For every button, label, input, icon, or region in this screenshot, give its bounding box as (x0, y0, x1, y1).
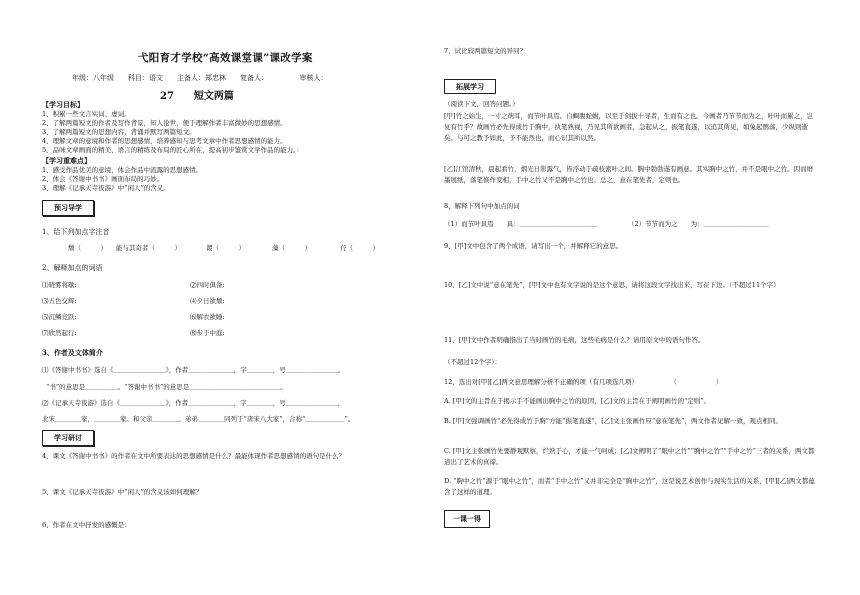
question-8-a: （1）而节叶具焉 具：＿＿＿＿＿＿＿＿＿＿＿＿ (444, 220, 598, 228)
question-11-note: （不超过12个字）： (444, 358, 502, 366)
pinyin-blank: 藻（ ） (272, 244, 311, 252)
word-item: ⑺欣然起行: (42, 329, 77, 337)
lesson-title: 27 短文两篇 (160, 91, 234, 102)
author-line: 北宋＿＿＿＿家，＿＿＿＿家。和父亲＿＿＿＿、弟弟＿＿＿＿同列于“唐宋八大家”，合称“＿＿＿＿＿＿”。 (42, 415, 355, 423)
word-item: ⑻步于中庭: (190, 329, 225, 337)
objective-item: 4、理解文章的意境和作者的思想感情，培养感知与思考文章中作者思想感情的能力。 (42, 137, 287, 145)
question-6: 6、作者在文中抒发的感慨是： (42, 521, 131, 529)
objective-item: 2、了解两篇短文的作者及写作背景，知人论世，便于理解作者丰富微妙的思想感情。 (42, 119, 287, 127)
question-8: 8、解释下列句中加点的词 (444, 202, 520, 210)
question-8-b: （2）节节而为之 为：＿＿＿＿＿＿＿＿＿＿ (628, 220, 769, 228)
option-c: C. [甲]文主张画竹先要静观默察，烂熟于心，才能一气呵成；[乙]文阐明了“眼中之竹”“胸中之竹”“手中之竹”三者的关系，两文都道出了艺术的真谛。 (444, 447, 815, 466)
pinyin-blank: 谡（ ） (206, 244, 245, 252)
pinyin-blank: 荇（ ） (340, 244, 379, 252)
extension-section-label: 拓展学习 (444, 79, 496, 94)
question-12: 12、选出对[甲][乙]两文意思理解分析不正确的项（有几项选几项） （ ） (444, 378, 723, 386)
summary-section-label: 一课一得 (444, 510, 490, 528)
author-line: “书”的意思是＿＿＿＿＿。“答谢中书书”的意思是＿＿＿＿＿＿＿＿＿＿＿＿＿＿。 (46, 383, 287, 391)
study-section-label: 学习研讨 (42, 430, 94, 446)
keypoint-item: 1、感受作品优美的意境，体会作品中流露的思想感情。 (42, 166, 203, 174)
reading-intro: （阅读下文，回答问题。） (444, 100, 519, 108)
word-item: ⑸沉鳞竞跃: (42, 313, 77, 321)
question-10: 10、[乙]文中说“意在笔先”，[甲]文中也有文字说的是这个意思，请将这段文字找出来，写在下边。（不超过11个字） (444, 281, 780, 289)
objective-item: 1、积累一些文言实词、虚词。 (42, 110, 131, 118)
author-line: ⑵《记承天寺夜游》选自《＿＿＿＿＿＿＿》，作者＿＿＿＿＿＿＿，字＿＿＿＿，号＿＿＿＿＿＿＿＿， (42, 399, 345, 407)
objectives-heading: 【学习目标】 (42, 100, 84, 109)
option-b: B. [甲]文强调画竹“必先得成竹于胸”方能“振笔直遂”，[乙]文主张画竹应“意在笔先”，两文作者见解一致，观点相同。 (444, 417, 782, 425)
word-item: ⑷夕日欲颓: (190, 297, 225, 305)
question-5: 5、课文《记承天寺夜游》中“闲人”的含义该如何理解？ (42, 488, 203, 496)
page-title: 弋阳育才学校“高效课堂课”课改学案 (138, 52, 313, 64)
question-2: 2、解释加点的词语 (42, 264, 103, 272)
passage-a: [甲]竹之始生，一寸之萌耳，而节叶具焉。自蜩腹蛇蚹，以至于剑拔十寻者，生而有之也。今画者乃节节而为之，叶叶而累之，岂复有竹乎？故画竹必先得成竹于胸中，执笔熟视，乃见其所欲画者，急起从之，振笔直遂，以追其所见，如兔起鹘落，少纵则逝矣。与可之教予如此，予不能然也，而心识其所以然。 (444, 112, 814, 142)
word-item: ⑶五色交辉: (42, 297, 77, 305)
question-11: 11、[甲]文中作者明确指出了当时画竹的毛病，这些毛病是什么？请用原文中的语句作答。 (444, 336, 705, 344)
option-d: D. “胸中之竹”源于“眼中之竹”，而者“手中之竹”又并非完全是“胸中之竹”，这是说艺术创作与现实生活的关系，[甲][乙]两文都蕴含了这样的道理。 (444, 477, 815, 496)
meta-line: 年级：八年级 科目：语文 主备人：郑忠林 复备人： 审核人： (72, 74, 328, 82)
keypoint-item: 2、体会《答谢中书书》画面布局的巧妙。 (42, 175, 164, 183)
author-line: ⑴《答谢中书书》选自《＿＿＿＿＿＿＿＿》，作者＿＿＿＿＿＿＿，字＿＿＿＿，号＿＿＿＿＿＿＿＿。 (42, 366, 345, 374)
word-item: ⑴晓雾将歇: (42, 281, 77, 289)
passage-b: [乙]江馆清秋，晨起看竹，烟光日影露气，皆浮动于疏枝密叶之间。胸中勃勃遂有画意。其实胸中之竹，并不是眼中之竹。因而磨墨展纸，落笔倏作变相，手中之竹又不是胸中之竹也。总之，意在笔先者，定则也。 (444, 165, 814, 184)
word-item: ⑹解衣欲睡: (190, 313, 225, 321)
question-3: 3、作者及文体简介 (42, 348, 103, 357)
option-a: A. [甲]文的主旨在于揭示手不能画出胸中之竹的原因，[乙]文的主旨在于阐明画竹的“定则”。 (444, 397, 711, 405)
pinyin-blank: 颓（ ） (68, 244, 107, 252)
question-4: 4、课文《答谢中书书》的作者在文中所要表达的思想感情是什么？最能体现作者思想感情的语句是什么？ (42, 452, 346, 460)
keypoint-item: 3、理解《记承天寺夜游》中“闲人”的含义。 (42, 184, 170, 192)
question-1: 1、给下列加点字注音 (42, 228, 110, 236)
keypoints-heading: 【学习重难点】 (42, 156, 91, 165)
word-item: ⑵四时俱备: (190, 281, 225, 289)
question-9: 9、[甲]文中包含了两个成语，请写出一个，并解释它的意思。 (444, 242, 623, 250)
question-7: 7、试比较两篇短文的异同？ (444, 47, 527, 55)
objective-item: 5、品味文章画面的精美、语言的精练及布局的匠心所在，提高初步鉴赏文学作品的能力。： (42, 146, 303, 154)
pinyin-blank: 能与其奇者（ ） (116, 244, 181, 252)
preview-section-label: 预习导学 (42, 200, 94, 216)
objective-item: 3、了解两篇短文的思想内容，背诵并默写两篇短文。 (42, 128, 196, 136)
